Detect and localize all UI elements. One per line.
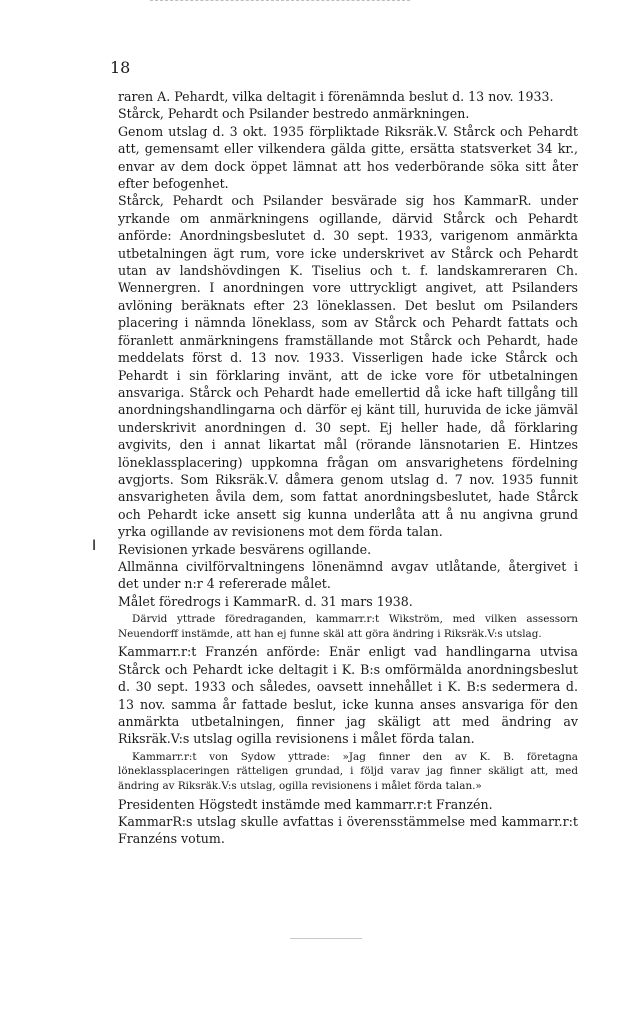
paragraph: raren A. Pehardt, vilka deltagit i förenämnda beslut d. 13 nov. 1933. bbox=[118, 89, 554, 104]
paragraph: Målet föredrogs i KammarR. d. 31 mars 1938. bbox=[118, 593, 413, 609]
paragraph: KammarR:s utslag skulle avfattas i överensstämmelse med kammarr.r:t Franzéns votum. bbox=[118, 814, 578, 847]
page-number: 18 bbox=[110, 58, 131, 77]
paragraph: Genom utslag d. 3 okt. 1935 förpliktade Riksräk.V. Stårck och Pehardt att, gemensamt eller vilkendera gälda gitte, ersätta statsverket 34 kr., envar av dem dock öppet lämnat att hos vederbörande söka sitt åter efter befogenhet. bbox=[118, 123, 578, 192]
main-text bbox=[118, 88, 578, 848]
bottom-divider bbox=[290, 938, 362, 939]
small-print-opinion: Därvid yttrade föredraganden, kammarr.r:t Wikström, med vilken assessorn Neuendorff instämde, att han ej funne skäl att göra ändring i Riksräk.V:s utslag. bbox=[118, 613, 578, 640]
paragraph: Kammarr.r:t Franzén anförde: Enär enligt vad handlingarna utvisa Stårck och Pehardt icke deltagit i K. B:s omförmälda anordningsbeslut d. 30 sept. 1933 och således, oavsett innehållet i K. B:s sedermera d. 13 nov. samma år fattade beslut, icke kunna anses ansvariga för den anmärkta utbetalningen, finner jag skäligt att med ändring av Riksräk.V:s utslag ogilla revisionens i målet förda talan. bbox=[118, 644, 578, 747]
paragraph: Presidenten Högstedt instämde med kammarr.r:t Franzén. bbox=[118, 796, 493, 812]
small-print-opinion: Kammarr.r:t von Sydow yttrade: »Jag finner den av K. B. företagna löneklassplaceringen rätteligen grundad, i följd varav jag finner skäligt att, med ändring av Riksräk.V:s utslag, ogilla revisionens i målet förda talan.» bbox=[118, 750, 578, 792]
paragraph: Revisionen yrkade besvärens ogillande. bbox=[118, 541, 372, 557]
paragraph: Stårck, Pehardt och Psilander bestredo anmärkningen. bbox=[118, 106, 470, 122]
paragraph: Allmänna civilförvaltningens lönenämnd avgav utlåtande, återgivet i det under n:r 4 refererade målet. bbox=[118, 558, 578, 592]
top-scan-rule bbox=[150, 0, 410, 3]
paragraph: Stårck, Pehardt och Psilander besvärade sig hos KammarR. under yrkande om anmärkningens ogillande, därvid Stårck och Pehardt anförde: Anordningsbeslutet d. 30 sept. 1933, varigenom anmärkta utbetalningen ägt rum, vore icke underskrivet av Stårck och Pehardt utan av landshövdingen K. Tiselius och t. f. landskamreraren Ch. Wennergren. I anordningen vore uttryckligt angivet, att Psilanders avlöning beräknats efter 23 löneklassen. Det beslut om Psilanders placering i nämnda löneklass, som av Stårck och Pehardt fattats och föranlett anmärkningens framställande mot Stårck och Pehardt, hade meddelats först d. 13 nov. 1933. Visserligen hade icke Stårck och Pehardt i sin förklaring invänt, att de icke vore för utbetalningen ansvariga. Stårck och Pehardt hade emellertid då icke haft tillgång till anordningshandlingarna och därför ej känt till, huruvida de icke jämväl underskrivit anordningen d. 30 sept. Ej heller hade, då förklaring avgivits, den i annat likartat mål (rörande länsnotarien E. Hintzes löneklassplacering) uppkomna frågan om ansvarighetens fördelning avgjorts. Som Riksräk.V. dåmera genom utslag d. 7 nov. 1935 funnit ansvarigheten åvila dem, som fattat anordningsbeslutet, hade Stårck och Pehardt icke ansett sig kunna underlåta att å nu angivna grund yrka ogillande av revisionens mot dem förda talan. bbox=[118, 193, 578, 540]
margin-mark: ǀ bbox=[92, 538, 97, 554]
